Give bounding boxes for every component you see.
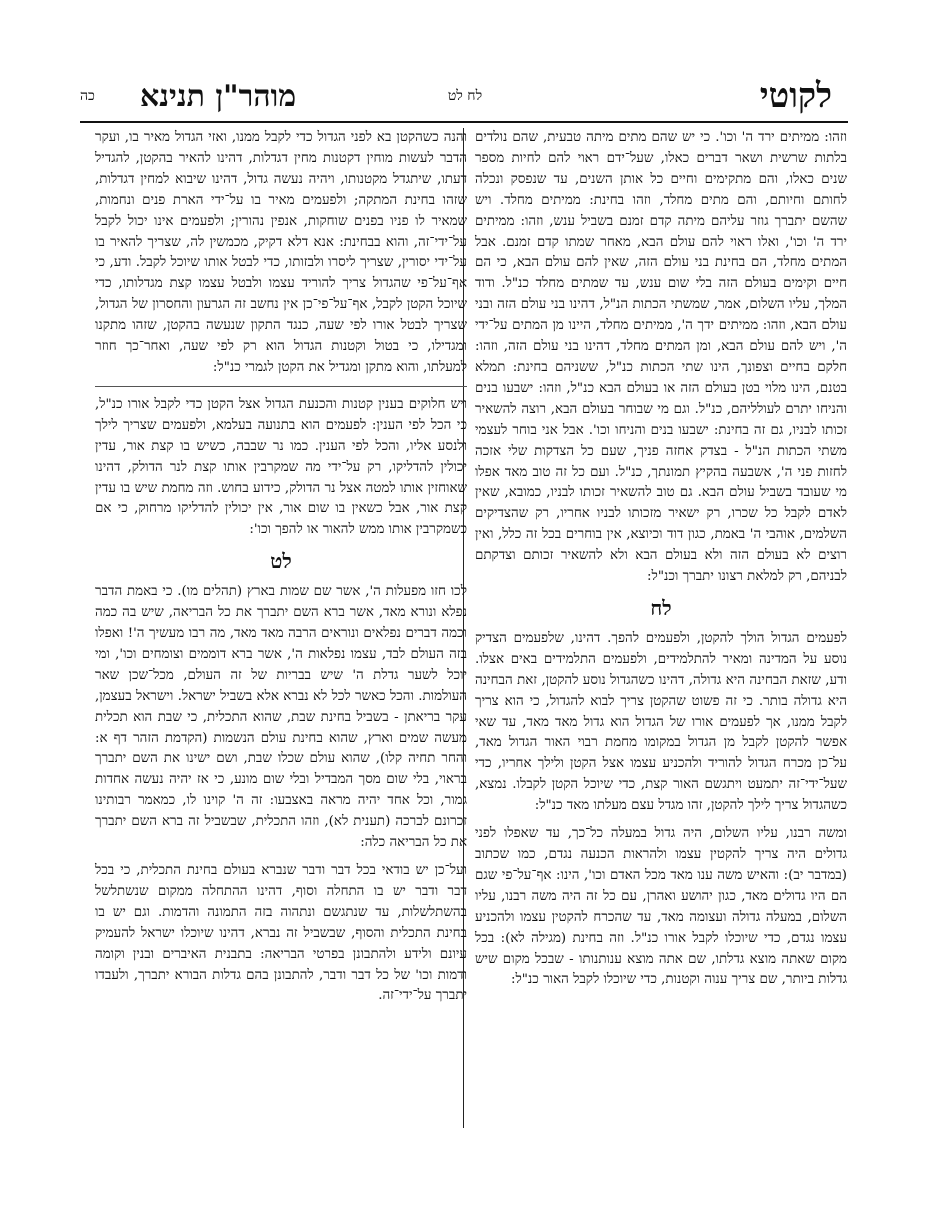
section-heading: לט — [270, 549, 292, 574]
page-number: כה — [80, 88, 95, 104]
paragraph: ועל־כן יש בודאי בכל דבר ודבר שנברא בעולם בחינת התכלית, כי בכל דבר ודבר יש בו התחלה וסוף, דהינו ההתחלה ממקום שנשתלשל בהשתלשלות, עד שנתגשם ונתהוה בזה התמונה והדמות. וגם יש בו בחינת התכלית והסוף, שבשביל זה נברא, דהינו שיוכלו ישראל להעמיק עיונם ולידע ולהתבונן בפרטי הבריאה: בתבנית האיברים ובנין וקומה ודמות וכו' של כל דבר ודבר, להתבונן בהם גדלות הבורא יתברך, ולעבדו יתברך על־ידי־זה. — [95, 863, 467, 1004]
paragraph: וזהו: ממיתים ירד ה' וכו'. כי יש שהם מתים מיתה טבעית, שהם נולדים בלתות שרשית ושאר דברים כאלו, שעל־ידם ראוי להם לחיות מספר שנים כאלו, והם מתקימים וחיים כל אותן השנים, עד שנפסק ונכלה לחותם וחיותם, והם מתים מחלד, וזהו בחינת: ממיתים מחלד. ויש שהשם יתברך גוזר עליהם מיתה קדם זמנם בשביל ענש, וזהו: ממיתים ירד ה' וכו', ואלו ראוי להם עולם הבא, מאחר שמתו קדם זמנם. אבל המתים מחלד, הם בחינת בני עולם הזה, שאין להם עולם הבא, כי הם חיים וקימים בעולם הזה בלי שום ענש, עד שמתים מחלד כנ"ל. ודוד המלך, עליו השלום, אמר, שמשתי הכתות הנ"ל, דהינו בני עולם הזה ובני עולם הבא, וזהו: ממיתים ידך ה', ממיתים מחלד, היינו מן המתים על־ידי ה', ויש להם עולם הבא, ומן המתים מחלד, דהינו בני עולם הזה, וזהו: חלקם בחיים וצפונך, הינו שתי הכתות כנ"ל, ששניהם בחינת: תמלא בטנם, הינו מלוי בטן בעולם הזה או בעולם הבא כנ"ל, וזהו: ישבעו בנים והניחו יתרם לעולליהם, כנ"ל. וגם מי שבוחר בעולם הבא, רוצה להשאיר זכותו לבניו, גם זה בחינת: ישבעו בנים והניחו וכו'. אבל אני בוחר לעצמי משתי הכתות הנ"ל - בצדק אחזה פניך, שעם כל הצדקות שלי אזכה לחזות פני ה', אשבעה בהקיץ תמונתך, כנ"ל. ועם כל זה טוב מאד אפלו מי שעובד בשביל עולם הבא. גם טוב להשאיר זכותו לבניו, כמובא, שאין לאדם לקבל כל שכרו, רק ישאיר מזכותו לבניו אחריו, רק שהצדיקים השלמים, אוהבי ה' באמת, כגון דוד וכיוצא, אין בוחרים בכל זה כלל, ואין רוצים לא בעולם הזה ולא בעולם הבא ולא להשאיר זכותם וצדקתם לבניהם, רק למלאת רצונו יתברך וכנ"ל: — [475, 130, 847, 585]
right-column — [475, 128, 847, 998]
left-column — [95, 128, 467, 1014]
book-title-left: מוהר"ן תנינא — [140, 79, 297, 114]
paragraph: לכו חזו מפעלות ה', אשר שם שמות בארץ (תהלים מו). כי באמת הדבר נפלא ונורא מאד, אשר ברא השם יתברך את כל הבריאה, שיש בה כמה וכמה דברים נפלאים ונוראים הרבה מאד מאד, מה רבו מעשיך ה'! ואפלו בזה העולם לבד, עצמו נפלאות ה', אשר ברא דוממים וצומחים וכו', ומי יוכל לשער גדלת ה' שיש בבריות של זה העולם, מכל־שכן שאר העולמות. והכל כאשר לכל לא נברא אלא בשביל ישראל. וישראל בעצמן, עקר בריאתן - בשביל בחינת שבת, שהוא התכלית, כי שבת הוא תכלית מעשה שמים וארץ, שהוא בחינת עולם הנשמות (הקדמת הזהר דף א: והחר תחיה קלו), שהוא עולם שכלו שבת, ושם ישינו את השם יתברך בראוי, בלי שום מסך המבדיל ובלי שום מונע, כי אז יהיה נעשה אחדות גמור, וכל אחד יהיה מראה באצבעו: זה ה' קוינו לו, כמאמר רבותינו זכרונם לברכה (תענית לא), וזהו התכלית, שבשביל זה ברא השם יתברך את כל הבריאה כלה: — [95, 584, 467, 851]
paragraph: ומשה רבנו, עליו השלום, היה גדול במעלה כל־כך, עד שאפלו לפני גדולים היה צריך להקטין עצמו ולהראות הכנעה נגדם, כמו שכתוב (במדבר יב): והאיש משה ענו מאד מכל האדם וכו', הינו: אף־על־פי שגם הם היו גדולים מאד, כגון יהושע ואהרן, עם כל זה היה משה רבנו, עליו השלום, במעלה גדולה ועצומה מאד, עד שהכרח להקטין עצמו ולהכניע עצמו נגדם, כדי שיוכלו לקבל אורו כנ"ל. וזה בחינת (מגילה לא): בכל מקום שאתה מוצא גדלתו, שם אתה מוצא ענותנותו - שבכל מקום שיש גדלות ביותר, שם צריך ענוה וקטנות, כדי שיוכלו לקבל האור כנ"ל: — [475, 826, 847, 988]
header-rule — [80, 121, 848, 123]
running-header — [80, 76, 848, 116]
paragraph: לפעמים הגדול הולך להקטן, ולפעמים להפך. דהינו, שלפעמים הצדיק נוסע על המדינה ומאיר להתלמידים, ולפעמים התלמידים באים אצלו. ודע, שזאת הבחינה היא גדולה, דהינו כשהגדול נוסע להקטן, זאת הבחינה היא גדולה בותר. כי זה פשוט שהקטן צריך לבוא להגדול, כי הוא צריך לקבל ממנו, אך לפעמים אורו של הגדול הוא גדול מאד מאד, עד שאי אפשר להקטן לקבל מן הגדול במקומו מחמת רבוי האור הגדול מאד, על־כן מכרח הגדול להוריד ולהכניע עצמו אצל הקטן ולילך אחריו, כדי שעל־ידי־זה יתמעט ויתגשם האור קצת, כדי שיוכל הקטן לקבלו. נמצא, כשהגדול צריך לילך להקטן, זהו מגדל עצם מעלתו מאד כנ"ל: — [475, 630, 847, 814]
paragraph: ויש חלוקים בענין קטנות והכנעת הגדול אצל הקטן כדי לקבל אורו כנ"ל, כי הכל לפי הענין: לפעמים הוא בתנועה בעלמא, ולפעמים שצריך לילך ולנסע אליו, והכל לפי הענין. כמו נר שבבה, כשיש בו קצת אור, עדין יכולין להדליקו, רק על־ידי מה שמקרבין אותו קצת לנר הדולק, דהינו שאוחזין אותו למטה אצל נר הדולק, כידוע בחוש. וזה מחמת שיש בו עדין קצת אור, אבל כשאין בו שום אור, אין יכולין להדליקו מרחוק, כי אם כשמקרבין אותו ממש להאור או להפך וכו': — [95, 396, 467, 538]
paragraph: והנה כשהקטן בא לפני הגדול כדי לקבל ממנו, ואזי הגדול מאיר בו, ועקר הדבר לעשות מוחין דקטנות מחין דגדלות, דהינו להאיר בהקטן, להגדיל דעתו, שיתגדל מקטנותו, ויהיה נעשה גדול, דהינו שיבוא למחין דגדלות, שזהו בחינת המתקה; ולפעמים מאיר בו על־ידי הארת פנים ונחמות, שמאיר לו פניו בפנים שוחקות, אנפין נהורין; ולפעמים אינו יכול לקבל על־ידי־זה, והוא בבחינת: אנא דלא דקיק, מכמשין לה, שצריך להאיר בו על־ידי יסורין, שצריך ליסרו ולבזותו, כדי לבטל אותו שיוכל לקבל. ודע, כי אף־על־פי שהגדול צריך להוריד עצמו ולבטל עצמו קצת מגדלותו, כדי שיוכל הקטן לקבל, אף־על־פי־כן אין נחשב זה הגרעון והחסרון של הגדול, שצריך לבטל אורו לפי שעה, כנגד התקון שנעשה בהקטן, שזהו מתקנו ומגדילו, כי בטול וקטנות הגדול הוא רק לפי שעה, ואחר־כך חוזר למעלתו, והוא מתקן ומגדיל את הקטן לגמרי כנ"ל: — [95, 130, 467, 375]
chapter-numbers: לח לט — [447, 88, 483, 104]
section-heading: לח — [650, 595, 672, 620]
paragraph-separator — [95, 386, 467, 387]
book-title-right: לקוטי — [759, 76, 832, 116]
